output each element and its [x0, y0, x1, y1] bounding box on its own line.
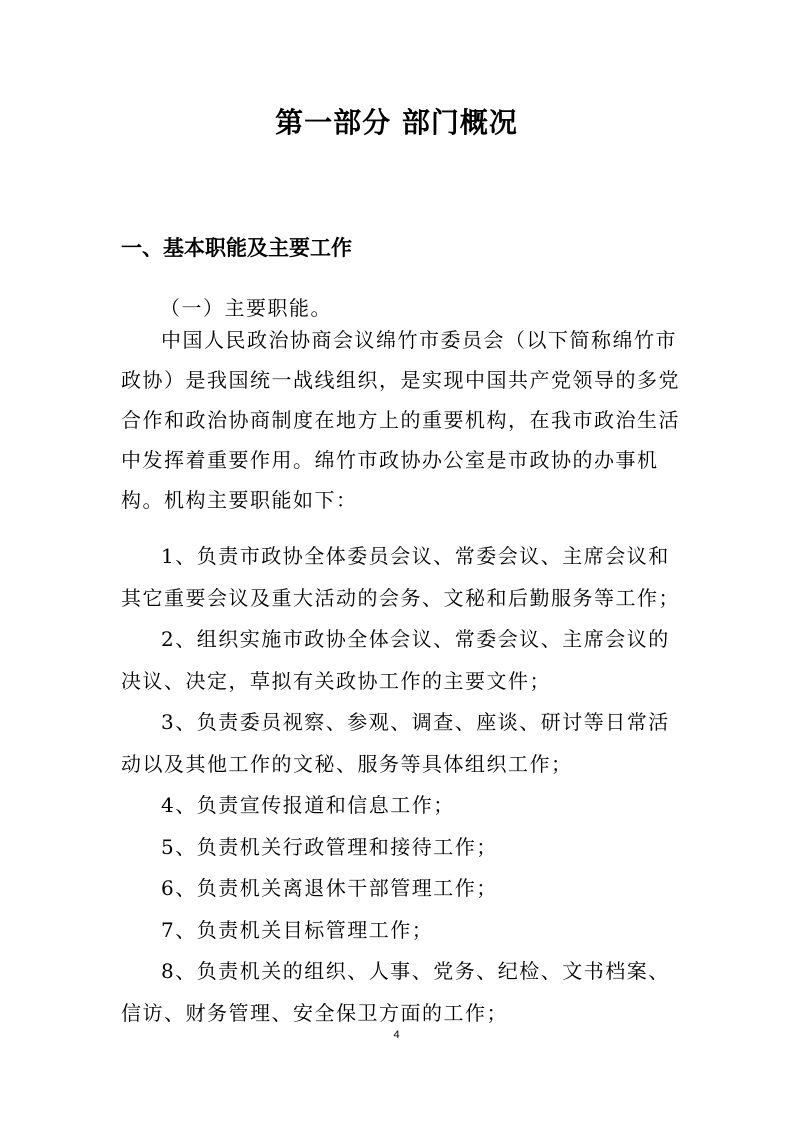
- list-item-line: 5、负责机关行政管理和接待工作；: [161, 834, 498, 859]
- intro-line: 合作和政治协商制度在地方上的重要机构，在我市政治生活: [121, 408, 680, 432]
- list-item-line: 其它重要会议及重大活动的会务、文秘和后勤服务等工作；: [121, 585, 680, 610]
- page-number: 4: [393, 1029, 400, 1041]
- duties-list: [121, 536, 681, 1034]
- page-title: 第一部分 部门概况: [275, 106, 518, 139]
- intro-line: 构。机构主要职能如下：: [121, 488, 358, 512]
- list-item: [121, 702, 681, 785]
- list-item: [121, 910, 681, 952]
- list-item-line: 3、负责委员视察、参观、调查、座谈、研讨等日常活: [161, 710, 670, 734]
- intro-paragraph: [121, 320, 681, 520]
- list-item: [121, 536, 681, 619]
- list-item: [121, 619, 681, 702]
- intro-line: 中发挥着重要作用。绵竹市政协办公室是市政协的办事机: [121, 448, 659, 472]
- list-item: [121, 785, 681, 827]
- list-item-line: 1、负责市政协全体委员会议、常委会议、主席会议和: [161, 544, 670, 568]
- intro-line: 政协）是我国统一战线组织，是实现中国共产党领导的多党: [121, 368, 680, 392]
- list-item-line: 4、负责宣传报道和信息工作；: [161, 793, 455, 817]
- sub-heading: （一）主要职能。: [160, 296, 332, 320]
- list-item-line: 信访、财务管理、安全保卫方面的工作；: [121, 1000, 508, 1025]
- section-heading: 一、基本职能及主要工作: [121, 236, 352, 260]
- list-item-line: 7、负责机关目标管理工作；: [161, 917, 434, 942]
- list-item: [121, 827, 681, 869]
- intro-line: 中国人民政治协商会议绵竹市委员会（以下简称绵竹市: [161, 328, 677, 352]
- list-item-line: 动以及其他工作的文秘、服务等具体组织工作；: [121, 751, 573, 776]
- list-item-line: 6、负责机关离退休干部管理工作；: [161, 876, 498, 900]
- list-item-line: 8、负责机关的组织、人事、党务、纪检、文书档案、: [161, 959, 670, 983]
- list-item: [121, 868, 681, 910]
- list-item-line: 2、组织实施市政协全体会议、常委会议、主席会议的: [161, 627, 670, 651]
- list-item-line: 决议、决定，草拟有关政协工作的主要文件；: [121, 668, 551, 693]
- list-item: [121, 951, 681, 1034]
